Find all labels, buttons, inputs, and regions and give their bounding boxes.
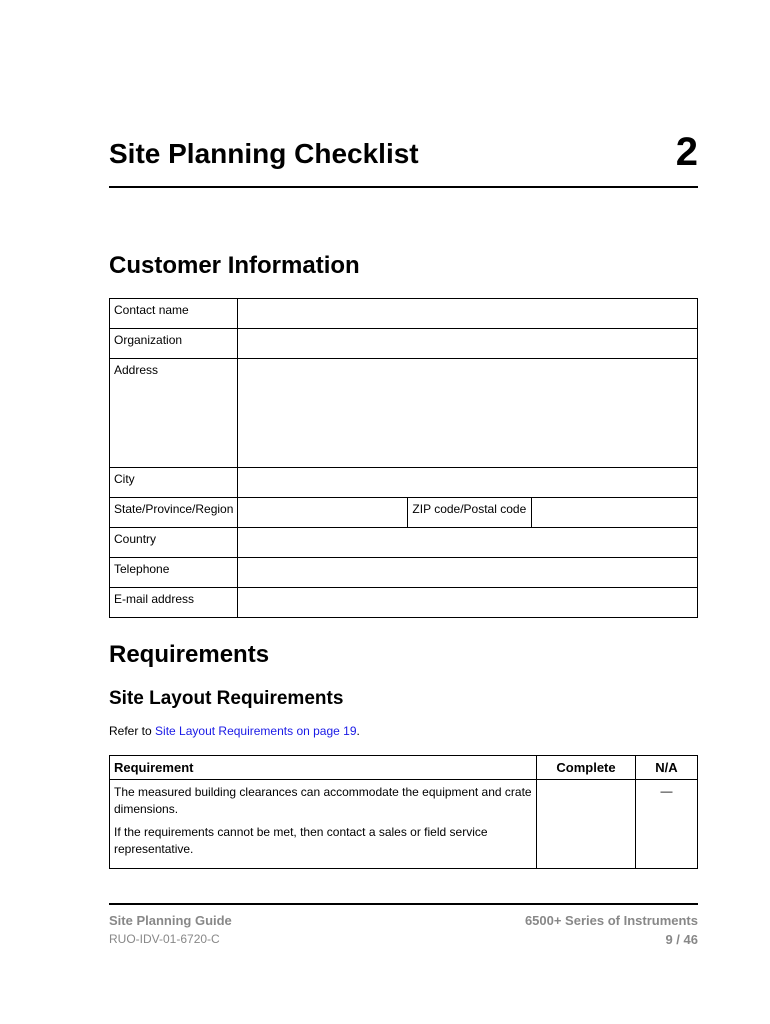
telephone-label: Telephone <box>110 558 238 588</box>
state-label: State/Province/Region <box>110 498 238 528</box>
refer-text <box>109 724 360 738</box>
site-layout-requirements-heading: Site Layout Requirements <box>109 688 344 709</box>
country-label: Country <box>110 528 238 558</box>
footer-page-number: 9 / 46 <box>665 932 698 947</box>
chapter-title: Site Planning Checklist <box>109 138 419 169</box>
footer-doc-id: RUO-IDV-01-6720-C <box>109 932 220 946</box>
address-label: Address <box>110 359 238 468</box>
organization-label: Organization <box>110 329 238 359</box>
footer-doc-title: Site Planning Guide <box>109 913 232 928</box>
row-contact-name <box>110 299 698 329</box>
refer-prefix: Refer to <box>109 724 156 738</box>
telephone-field[interactable] <box>238 558 698 588</box>
footer-product: 6500+ Series of Instruments <box>524 913 698 928</box>
contact-name-label: Contact name <box>110 299 238 329</box>
site-layout-requirements-table <box>109 755 698 869</box>
email-field[interactable] <box>238 588 698 618</box>
row-country <box>110 528 698 558</box>
state-field[interactable] <box>238 498 408 528</box>
customer-information-table <box>109 298 698 618</box>
requirement-text: The measured building clearances can accommodate the equipment and crate dimensions. <box>114 785 532 816</box>
column-na: N/A <box>636 756 698 780</box>
contact-name-field[interactable] <box>238 299 698 329</box>
chapter-number: 2 <box>675 130 698 174</box>
zip-field[interactable] <box>532 498 698 528</box>
requirement-note: If the requirements cannot be met, then contact a sales or field service representative. <box>114 825 488 856</box>
city-field[interactable] <box>238 468 698 498</box>
row-telephone <box>110 558 698 588</box>
table-row <box>110 780 698 869</box>
row-email <box>110 588 698 618</box>
email-label: E-mail address <box>110 588 238 618</box>
chapter-header <box>109 128 698 188</box>
column-requirement: Requirement <box>110 756 537 780</box>
address-field[interactable] <box>238 359 698 468</box>
refer-suffix: . <box>356 724 360 738</box>
requirements-heading: Requirements <box>109 641 270 668</box>
site-layout-requirements-link[interactable]: Site Layout Requirements on page 19 <box>155 724 357 738</box>
column-complete: Complete <box>537 756 636 780</box>
zip-label: ZIP code/Postal code <box>408 498 532 528</box>
customer-information-heading: Customer Information <box>109 252 360 279</box>
organization-field[interactable] <box>238 329 698 359</box>
na-cell[interactable]: — <box>636 780 698 869</box>
country-field[interactable] <box>238 528 698 558</box>
requirements-table-header <box>110 756 698 780</box>
city-label: City <box>110 468 238 498</box>
row-address <box>110 359 698 468</box>
row-state-zip <box>110 498 698 528</box>
row-organization <box>110 329 698 359</box>
footer-divider <box>109 903 698 905</box>
row-city <box>110 468 698 498</box>
complete-cell[interactable] <box>537 780 636 869</box>
requirement-cell <box>110 780 537 869</box>
